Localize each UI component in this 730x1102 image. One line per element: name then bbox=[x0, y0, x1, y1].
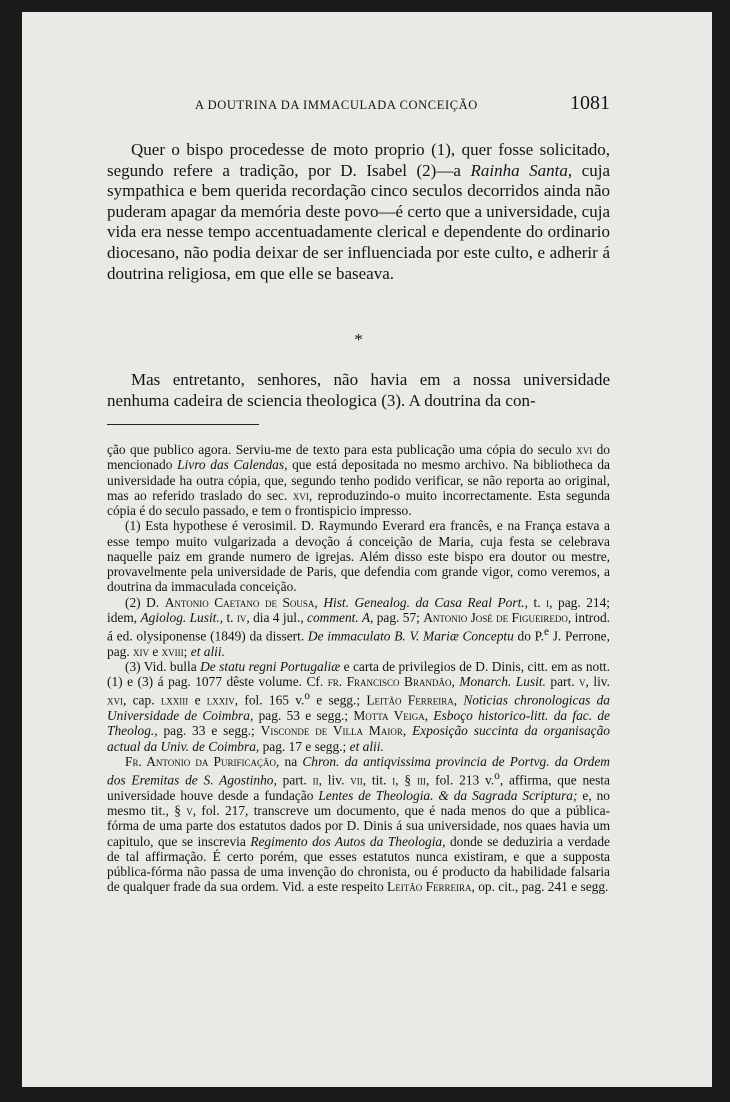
book-page bbox=[22, 12, 712, 1087]
page-header bbox=[107, 92, 610, 118]
footnote-4: Fr. Antonio da Purificação, na Chron. da antiqvissima provincia de Portvg. da Ordem dos Eremitas de S. Agostinho, part. ii, liv. vii, tit. i, § iii, fol. 213 v.$^o$, affirma, que nesta universidade houve desde a fundação Lentes de Theologia. & da Sagrada Scriptura; e, no mesmo tit., § v, fol. 217, transcreve um documento, que é nada menos do que a pública-fórma de uma parte dos estatutos dados por D. Dinis á sua universidade, nos quaes havia um capitulo, que se inscrevia Regimento dos Autos da Theologia, donde se deduziria a verdade de tal affirmação. É certo porém, que esses estatutos nunca existiram, e que a supposta pública-fórma não passa de uma invenção do chronista, ou é producto da habilidade falsaria de qualquer frade da sua ordem. Vid. a este respeito Leitão Ferreira, op. cit., pag. 241 e segg. bbox=[107, 753, 610, 895]
body-text-2 bbox=[107, 370, 610, 411]
running-title: A DOUTRINA DA IMMACULADA CONCEIÇÃO bbox=[195, 98, 478, 112]
page-number: 1081 bbox=[570, 92, 610, 114]
footnote-2: (2) D. Antonio Caetano de Sousa, Hist. Genealog. da Casa Real Port., t. i, pag. 214; idem, Agiolog. Lusit., t. iv, dia 4 jul., comment. A, pag. 57; Antonio José de Figueiredo, introd. á ed. olysiponense (1849) da dissert. De immaculato B. V. Mariæ Conceptu do P.$^e$ J. Perrone, pag. xiv e xviii; et alii. bbox=[107, 594, 611, 659]
paragraph-2: Mas entretanto, senhores, não havia em a nossa universidade nenhuma cadeira de sciencia theologica (3). A doutrina da con- bbox=[107, 370, 610, 410]
footnote-continuation: ção que publico agora. Serviu-me de texto para esta publicação uma cópia do seculo xvi do mencionado Livro das Calendas, que está depositada no mesmo archivo. Na bibliotheca da universidade ha outra cópia, que, segundo tenho podido verificar, se não reporta ao original, mas ao referido traslado do sec. xvi, reproduzindo-o muito incorrectamente. Esta segunda cópia é do seculo passado, e tem o frontispicio impresso. bbox=[107, 442, 610, 518]
footnote-3: (3) Vid. bulla De statu regni Portugaliæ e carta de privilegios de D. Dinis, citt. em as nott. (1) e (3) á pag. 1077 dêste volume. Cf. fr. Francisco Brandão, Monarch. Lusit. part. v, liv. xvi, cap. lxxiii e lxxiv, fol. 165 v.$^o$ e segg.; Leitão Ferreira, Noticias chronologicas da Universidade de Coimbra, pag. 53 e segg.; Motta Veiga, Esboço historico-litt. da fac. de Theolog., pag. 33 e segg.; Visconde de Villa Maior, Exposição succinta da organisação actual da Univ. de Coimbra, pag. 17 e segg.; et alii. bbox=[107, 658, 611, 754]
body-text bbox=[107, 140, 610, 284]
section-asterisk: * bbox=[354, 330, 363, 349]
footnote-1: (1) Esta hypothese é verosimil. D. Raymundo Everard era francês, e na França estava a esse tempo muito vulgarizada a devoção á conceição de Maria, cuja festa se celebrava naquelle paiz em grande numero de igrejas. Além disso este bispo era doutor ou mestre, provavelmente pela universidade de Paris, que defendia com grande vigor, como veremos, a doutrina da immaculada conceição. bbox=[107, 518, 610, 595]
footnote-rule bbox=[107, 424, 259, 425]
footnotes bbox=[107, 442, 610, 895]
paragraph-1: Quer o bispo procedesse de moto proprio (1), quer fosse solicitado, segundo refere a tradição, por D. Isabel (2)—a Rainha Santa, cuja sympathica e bem querida recordação cinco seculos decorridos ainda não puderam apagar da memória deste povo—é certo que a universidade, cuja vida era nesse tempo accentuadamente clerical e dependente do ordinario diocesano, não podia deixar de ser influenciada por este culto, e adherir á doutrina religiosa, em que elle se baseava. bbox=[107, 140, 610, 283]
